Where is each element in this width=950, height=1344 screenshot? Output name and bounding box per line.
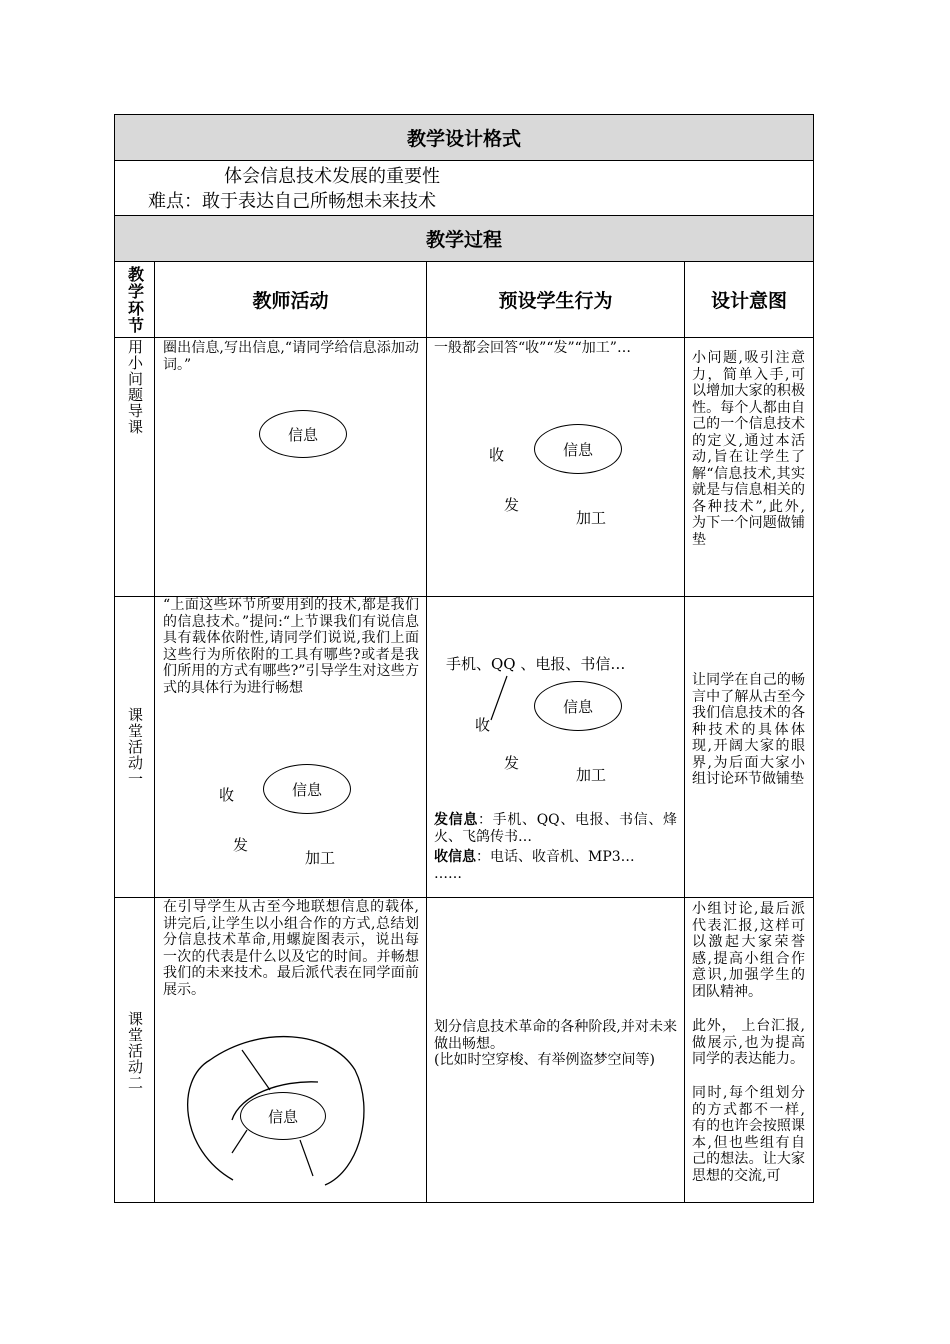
process-label: 加工 <box>576 766 607 784</box>
send-label: 发 <box>233 836 249 854</box>
row3-student-note: (比如时空穿梭、有举例盗梦空间等) <box>434 1052 655 1068</box>
column-header-stage: 教学环节 <box>125 265 145 334</box>
ellipsis-text: …… <box>434 866 462 882</box>
info-ellipse: 信息 <box>259 410 347 458</box>
send-label: 发 <box>504 496 520 514</box>
send-info-value: ：手机、QQ、电报、书信、烽火、飞鸽传书… <box>434 812 677 845</box>
intro-line-2: 难点：敢于表达自己所畅想未来技术 <box>148 191 436 212</box>
info-ellipse: 信息 <box>534 681 622 731</box>
column-header-teacher: 教师活动 <box>252 290 329 312</box>
row3-intent-p2: 此外， 上台汇报,做展示,也为提高同学的表达能力。 <box>692 1018 805 1067</box>
row1-student-text: 一般都会回答“收”“发”“加工”… <box>434 340 631 356</box>
receive-label: 收 <box>489 446 505 464</box>
send-info-label: 发信息 <box>434 812 479 828</box>
process-label: 加工 <box>305 849 336 867</box>
row3-stage: 课堂活动二 <box>126 1010 144 1091</box>
column-header-intent: 设计意图 <box>710 290 787 312</box>
row2-intent-text: 让同学在自己的畅言中了解从古至今我们信息技术的各种技术的具体体现,开阔大家的眼界,为后面大家小组讨论环节做铺垫 <box>692 672 805 787</box>
row3-teacher-text: 在引导学生从古至今地联想信息的载体,讲完后,让学生以小组合作的方式,总结划分信息技术革命,用螺旋图表示，说出每一次的代表是什么以及它的时间。并畅想我们的未来技术。最后派代表在同学面前展示。 <box>163 899 419 998</box>
row3-intent-p1: 小组讨论,最后派代表汇报,这样可以激起大家荣誉感,提高小组合作意识,加强学生的团队精神。 <box>692 901 805 1000</box>
row2-stage: 课堂活动一 <box>126 707 144 787</box>
receive-info-label: 收信息 <box>434 849 476 865</box>
row3-intent-p3: 同时,每个组划分的方式都不一样,有的也许会按照课本,但也些组有自己的想法。让大家思想的交流,可 <box>692 1085 805 1184</box>
row1-stage: 用小问题导课 <box>126 339 144 435</box>
info-ellipse: 信息 <box>240 1092 326 1140</box>
row1-intent-text: 小问题,吸引注意力，简单入手,可以增加大家的积极性。每个人都由自己的一个信息技术的定义,通过本活动,旨在让学生了解“信息技术,其实就是与信息相关的各种技术”,此外,为下一个问题做铺垫 <box>692 350 805 548</box>
intro-line-1: 体会信息技术发展的重要性 <box>224 166 440 187</box>
tools-list: 手机、QQ 、电报、书信… <box>446 655 626 673</box>
document-title: 教学设计格式 <box>115 115 813 160</box>
receive-info-value: ：电话、收音机、MP3… <box>476 849 635 865</box>
send-label: 发 <box>504 754 520 772</box>
row2-teacher-text: “上面这些环节所要用到的技术,都是我们的信息技术。”提问:“上节课我们有说信息具有载体依附性,请同学们说说,我们上面这些行为所依附的工具有哪些?或者是我们所用的方式有哪些?”引导学生对这些方式的具体行为进行畅想 <box>163 597 419 696</box>
process-label: 加工 <box>576 509 607 527</box>
receive-label: 收 <box>475 716 491 734</box>
receive-label: 收 <box>219 786 235 804</box>
row1-teacher-text: 圈出信息,写出信息,“请同学给信息添加动词。” <box>163 340 419 373</box>
info-ellipse: 信息 <box>263 764 351 814</box>
column-header-student: 预设学生行为 <box>498 290 613 312</box>
info-ellipse: 信息 <box>534 424 622 474</box>
row3-student-text: 划分信息技术革命的各种阶段,并对未来做出畅想。 <box>434 1019 677 1052</box>
process-title: 教学过程 <box>115 216 813 261</box>
